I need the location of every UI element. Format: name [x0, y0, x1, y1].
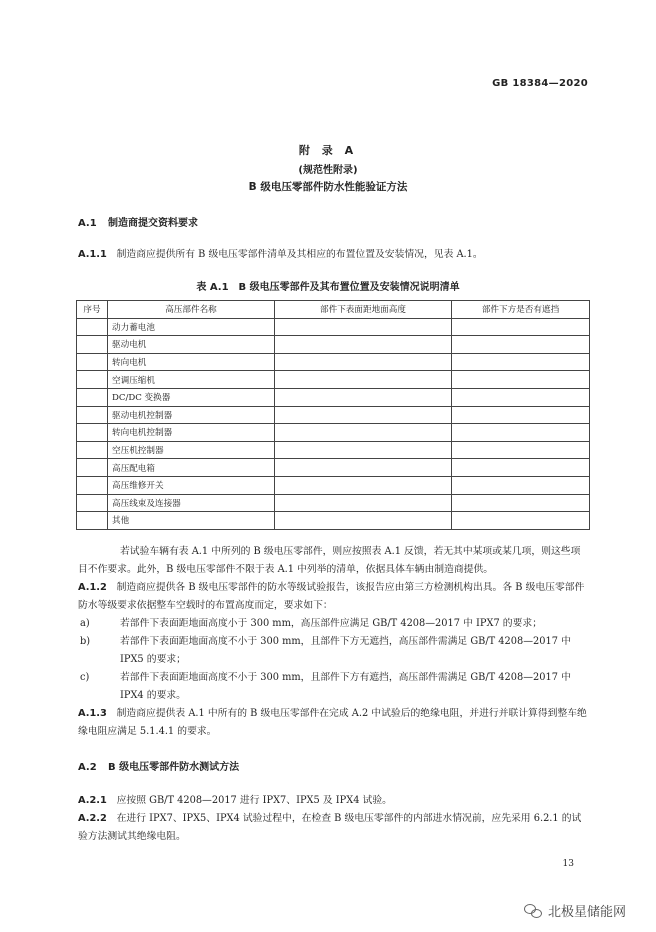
wechat-icon — [524, 904, 542, 918]
table-row — [77, 336, 590, 354]
list-label: c) — [80, 672, 90, 683]
component-name: 空调压缩机 — [108, 371, 275, 389]
col-header-name: 高压部件名称 — [108, 301, 275, 319]
component-name: 其他 — [108, 512, 275, 530]
clause-text: 制造商应提供所有 B 级电压零部件清单及其相应的布置位置及安装情况，见表 A.1。 — [116, 249, 483, 260]
section-title: B 级电压零部件防水测试方法 — [108, 762, 240, 773]
list-label: a) — [80, 618, 90, 629]
component-name: DC/DC 变换器 — [108, 388, 275, 406]
section-a1-heading — [78, 214, 198, 229]
clause-number: A.1.1 — [78, 249, 107, 260]
table-row — [77, 476, 590, 494]
component-name: 驱动电机控制器 — [108, 406, 275, 424]
list-text: 若部件下表面距地面高度不小于 300 mm，且部件下方有遮挡，高压部件需满足 GB/T 4208—2017 中 IPX4 的要求。 — [120, 672, 571, 701]
component-name: 高压配电箱 — [108, 459, 275, 477]
clause-a11 — [78, 246, 590, 264]
component-name: 高压维修开关 — [108, 476, 275, 494]
component-name: 动力蓄电池 — [108, 318, 275, 336]
section-title: 制造商提交资料要求 — [108, 218, 198, 229]
component-table — [76, 300, 590, 530]
standard-number: GB 18384—2020 — [492, 78, 588, 89]
component-name: 空压机控制器 — [108, 441, 275, 459]
clause-a22 — [78, 810, 590, 846]
list-label: b) — [80, 636, 91, 647]
table-row — [77, 494, 590, 512]
clause-a12 — [78, 579, 590, 615]
annex-label: 附 录 A — [298, 144, 358, 157]
component-name: 转向电机 — [108, 353, 275, 371]
section-a2-heading — [78, 758, 239, 773]
watermark — [524, 901, 626, 920]
clause-number: A.1.2 — [78, 582, 107, 593]
list-text: 若部件下表面距地面高度不小于 300 mm，且部件下方无遮挡，高压部件需满足 GB/T 4208—2017 中 IPX5 的要求； — [120, 636, 571, 665]
requirement-list — [80, 615, 590, 705]
component-name: 驱动电机 — [108, 336, 275, 354]
table-row — [77, 512, 590, 530]
section-number: A.2 — [78, 762, 97, 773]
annex-title: B 级电压零部件防水性能验证方法 — [248, 181, 408, 193]
component-name: 高压线束及连接器 — [108, 494, 275, 512]
table-note-paragraph: 若试验车辆有表 A.1 中所列的 B 级电压零部件，则应按照表 A.1 反馈，若无其中某项或某几项，则这些项目不作要求。此外，B 级电压零部件不限于表 A.1 中列举的清单，依据具体车辆由制造商提供。 — [78, 546, 581, 575]
table-row — [77, 424, 590, 442]
list-text: 若部件下表面距地面高度小于 300 mm，高压部件应满足 GB/T 4208—2017 中 IPX7 的要求； — [120, 618, 542, 629]
table-row — [77, 353, 590, 371]
clause-text: 制造商应提供表 A.1 中所有的 B 级电压零部件在完成 A.2 中试验后的绝缘电阻，并进行并联计算得到整车绝缘电阻应满足 5.1.4.1 的要求。 — [78, 708, 587, 737]
annex-type: (规范性附录) — [298, 165, 358, 176]
col-header-height: 部件下表面距地面高度 — [275, 301, 452, 319]
table-caption: 表 A.1 B 级电压零部件及其布置位置及安装情况说明清单 — [196, 282, 460, 293]
table-row — [77, 406, 590, 424]
section-number: A.1 — [78, 218, 97, 229]
col-header-index: 序号 — [77, 301, 108, 319]
list-item — [80, 633, 590, 669]
clause-text: 在进行 IPX7、IPX5、IPX4 试验过程中，在检查 B 级电压零部件的内部进水情况前，应先采用 6.2.1 的试验方法测试其绝缘电阻。 — [78, 813, 582, 842]
table-header-row — [77, 301, 590, 319]
clause-number: A.2.2 — [78, 813, 107, 824]
component-name: 转向电机控制器 — [108, 424, 275, 442]
clause-number: A.1.3 — [78, 708, 107, 719]
table-row — [77, 459, 590, 477]
watermark-text: 北极星储能网 — [547, 905, 626, 920]
page-number: 13 — [562, 859, 574, 869]
clause-a13 — [78, 705, 590, 741]
col-header-shield: 部件下方是否有遮挡 — [452, 301, 590, 319]
table-row — [77, 371, 590, 389]
table-row — [77, 388, 590, 406]
clause-text: 制造商应提供各 B 级电压零部件的防水等级试验报告，该报告应由第三方检测机构出具。各 B 级电压零部件防水等级要求依据整车空载时的布置高度而定，要求如下： — [78, 582, 585, 611]
table-row — [77, 441, 590, 459]
table-row — [77, 318, 590, 336]
clause-number: A.2.1 — [78, 795, 107, 806]
list-item — [80, 615, 590, 633]
clause-a21 — [78, 792, 590, 810]
list-item — [80, 669, 590, 705]
clause-text: 应按照 GB/T 4208—2017 进行 IPX7、IPX5 及 IPX4 试验。 — [116, 795, 392, 806]
